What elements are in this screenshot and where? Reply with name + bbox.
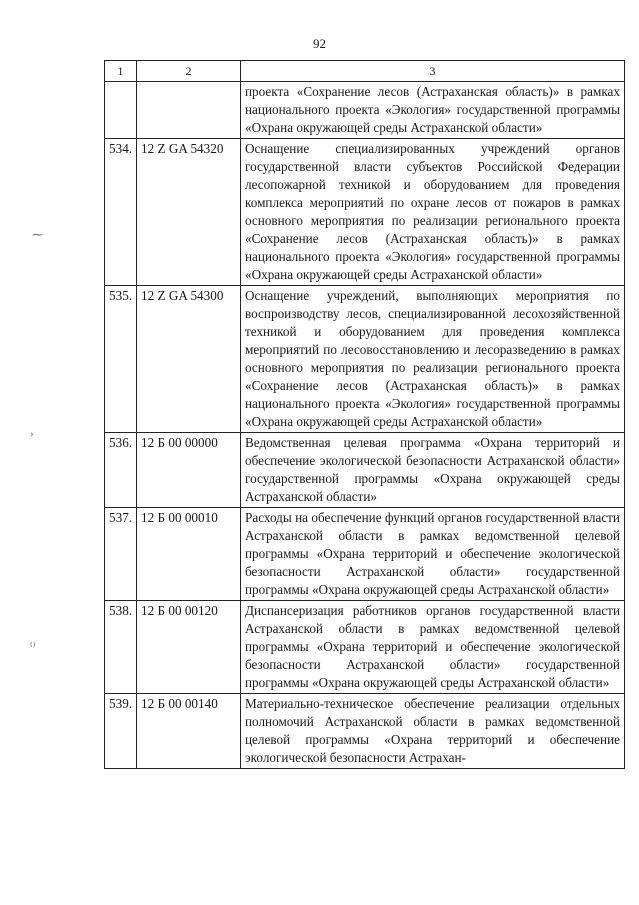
table-row [105, 139, 625, 286]
row-number [105, 82, 137, 139]
row-description: Диспансеризация работников органов государственной власти Астраханской области в рамках ведомственной целевой программы «Охрана территорий и обеспечение экологической безопасности Астраханской области» государственной программы «Охрана окружающей среды Астраханской области» [241, 601, 625, 694]
header-col-description: 3 [241, 61, 625, 82]
row-code: 12 Б 00 00120 [137, 601, 241, 694]
row-number: 537. [105, 508, 137, 601]
table-row [105, 694, 625, 769]
row-code: 12 Б 00 00010 [137, 508, 241, 601]
row-code [137, 82, 241, 139]
header-col-number: 1 [105, 61, 137, 82]
table-row [105, 601, 625, 694]
table-row [105, 433, 625, 508]
row-code: 12 Б 00 00000 [137, 433, 241, 508]
row-description: Ведомственная целевая программа «Охрана территорий и обеспечение экологической безопасности Астраханской области» государственной программы «Охрана окружающей среды Астраханской области» [241, 433, 625, 508]
row-description: Оснащение специализированных учреждений органов государственной власти субъектов Российской Федерации лесопожарной техникой и оборудованием для проведения комплекса мероприятий по охране лесов от пожаров в рамках основного мероприятия по реализации регионального проекта «Сохранение лесов (Астраханская область)» в рамках национального проекта «Экология» государственной программы «Охрана окружающей среды Астраханской области» [241, 139, 625, 286]
table-row [105, 286, 625, 433]
row-number: 535. [105, 286, 137, 433]
row-number: 534. [105, 139, 137, 286]
row-number: 538. [105, 601, 137, 694]
row-code: 12 Z GA 54300 [137, 286, 241, 433]
codes-table [104, 60, 625, 769]
row-number: 536. [105, 433, 137, 508]
table-row [105, 508, 625, 601]
margin-mark: ⁓ [32, 229, 43, 241]
header-col-code: 2 [137, 61, 241, 82]
header-row [105, 61, 625, 82]
row-code: 12 Z GA 54320 [137, 139, 241, 286]
row-number: 539. [105, 694, 137, 769]
table-row [105, 82, 625, 139]
row-description: Материально-техническое обеспечение реализации отдельных полномочий Астраханской области в рамках ведомственной целевой программы «Охрана территорий и обеспечение экологической безопасности Астрахан- [241, 694, 625, 769]
page-number: 92 [313, 36, 326, 51]
row-code: 12 Б 00 00140 [137, 694, 241, 769]
row-description: Оснащение учреждений, выполняющих мероприятия по воспроизводству лесов, специализированной лесохозяйственной техникой и оборудованием для проведения комплекса мероприятий по лесовосстановлению и лесоразведению в рамках основного мероприятия по реализации регионального проекта «Сохранение лесов (Астраханская область)» в рамках национального проекта «Экология» государственной программы «Охрана окружающей среды Астраханской области» [241, 286, 625, 433]
margin-mark: ⁽⁾ [30, 641, 36, 653]
row-description: проекта «Сохранение лесов (Астраханская область)» в рамках национального проекта «Экология» государственной программы «Охрана окружающей среды Астраханской области» [241, 82, 625, 139]
row-description: Расходы на обеспечение функций органов государственной власти Астраханской области в рамках ведомственной целевой программы «Охрана территорий и обеспечение экологической безопасности Астраханской области» государственной программы «Охрана окружающей среды Астраханской области» [241, 508, 625, 601]
margin-mark: › [30, 428, 34, 440]
